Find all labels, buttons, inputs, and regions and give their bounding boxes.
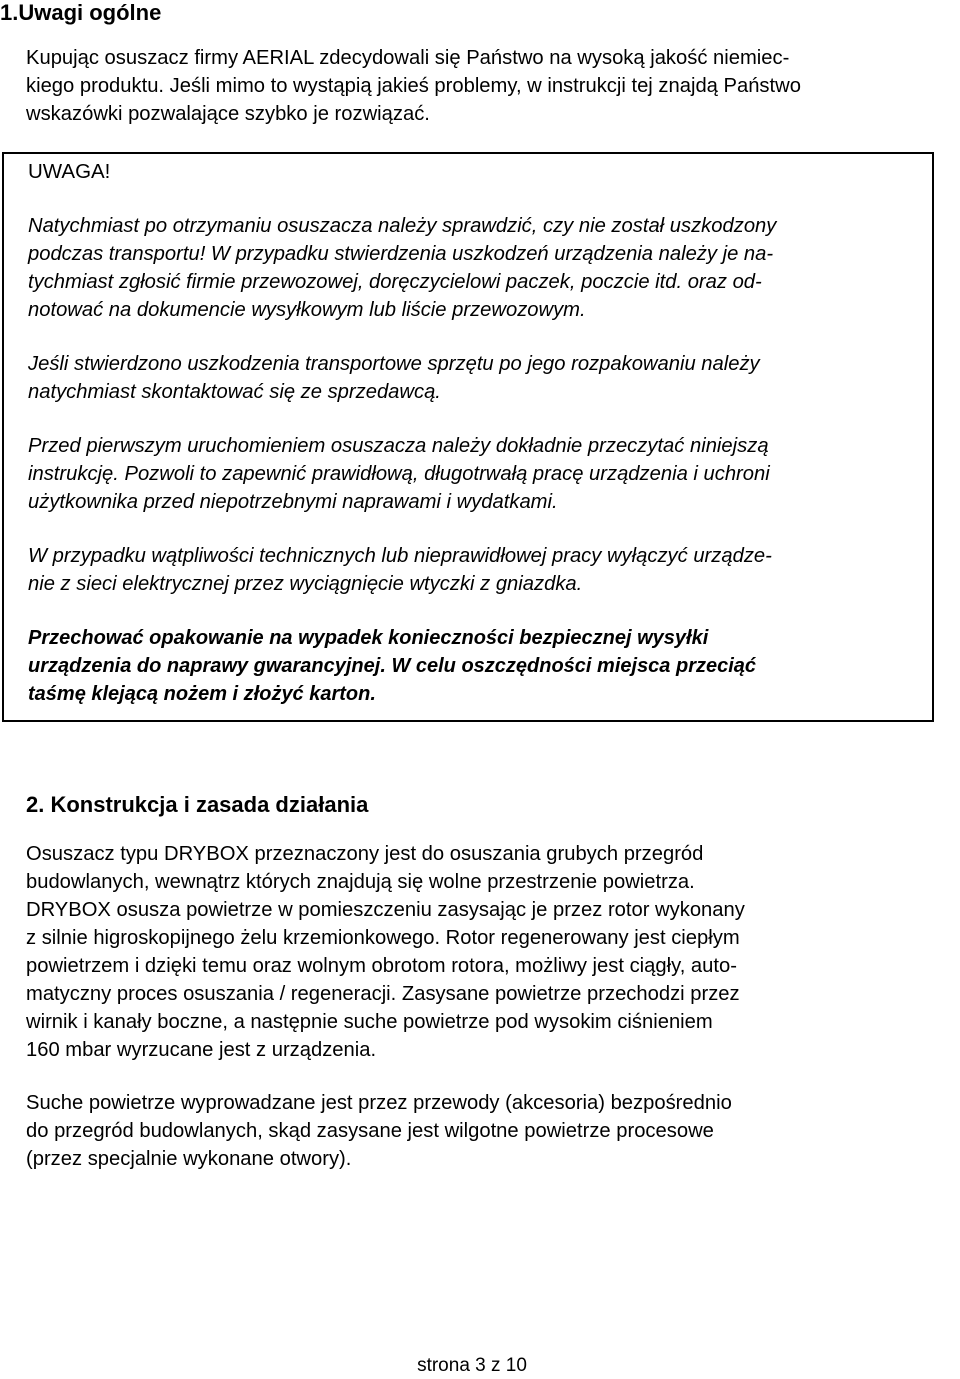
section-2-title: 2. Konstrukcja i zasada działania [26, 792, 369, 817]
text-line: wirnik i kanały boczne, a następnie suche powietrze pod wysokim ciśnieniem [26, 1011, 713, 1033]
text-line: Kupując osuszacz firmy AERIAL zdecydowali się Państwo na wysoką jakość niemiec- [26, 47, 790, 69]
text-line: matyczny proces osuszania / regeneracji. Zasysane powietrze przechodzi przez [26, 983, 740, 1005]
text-line: natychmiast skontaktować się ze sprzedawcą. [28, 381, 441, 403]
warning-paragraph-packaging [28, 624, 928, 708]
text-line: wskazówki pozwalające szybko je rozwiązać. [26, 103, 430, 125]
text-line: tychmiast zgłosić firmie przewozowej, doręczycielowi paczek, poczcie itd. oraz od- [28, 271, 762, 293]
text-line: nie z sieci elektrycznej przez wyciągnięcie wtyczki z gniazdka. [28, 573, 583, 595]
warning-label: UWAGA! [28, 160, 111, 183]
text-line: Jeśli stwierdzono uszkodzenia transportowe sprzętu po jego rozpakowaniu należy [28, 353, 760, 375]
section-1-title: 1.Uwagi ogólne [0, 0, 162, 25]
text-line: z silnie higroskopijnego żelu krzemionkowego. Rotor regenerowany jest ciepłym [26, 927, 740, 949]
text-line: kiego produktu. Jeśli mimo to wystąpią jakieś problemy, w instrukcji tej znajdą Państwo [26, 75, 801, 97]
warning-paragraph-damage [28, 350, 928, 406]
text-line: instrukcję. Pozwoli to zapewnić prawidłową, długotrwałą pracę urządzenia i uchroni [28, 463, 770, 485]
warning-paragraph-technical [28, 542, 928, 598]
air-supply-paragraph [26, 1089, 936, 1173]
intro-paragraph [26, 44, 946, 128]
text-line: W przypadku wątpliwości technicznych lub nieprawidłowej pracy wyłączyć urządze- [28, 545, 772, 567]
warning-paragraph-read-manual [28, 432, 928, 516]
text-line: Natychmiast po otrzymaniu osuszacza należy sprawdzić, czy nie został uszkodzony [28, 215, 777, 237]
text-line: budowlanych, wewnątrz których znajdują się wolne przestrzenie powietrza. [26, 871, 695, 893]
warning-paragraph-transport [28, 212, 928, 324]
text-line: (przez specjalnie wykonane otwory). [26, 1148, 352, 1170]
text-line: użytkownika przed niepotrzebnymi naprawami i wydatkami. [28, 491, 558, 513]
construction-paragraph [26, 840, 936, 1064]
text-line: urządzenia do naprawy gwarancyjnej. W celu oszczędności miejsca przeciąć [28, 655, 757, 677]
text-line: notować na dokumencie wysyłkowym lub liście przewozowym. [28, 299, 586, 321]
text-line: Suche powietrze wyprowadzane jest przez przewody (akcesoria) bezpośrednio [26, 1092, 732, 1114]
text-line: powietrzem i dzięki temu oraz wolnym obrotom rotora, możliwy jest ciągły, auto- [26, 955, 737, 977]
text-line: podczas transportu! W przypadku stwierdzenia uszkodzeń urządzenia należy je na- [28, 243, 774, 265]
text-line: 160 mbar wyrzucane jest z urządzenia. [26, 1039, 377, 1061]
page-number: strona 3 z 10 [417, 1355, 527, 1376]
text-line: Osuszacz typu DRYBOX przeznaczony jest do osuszania grubych przegród [26, 843, 704, 865]
text-line: DRYBOX osusza powietrze w pomieszczeniu zasysając je przez rotor wykonany [26, 899, 745, 921]
text-line: Przed pierwszym uruchomieniem osuszacza należy dokładnie przeczytać niniejszą [28, 435, 769, 457]
warning-box [2, 152, 934, 722]
text-line: do przegród budowlanych, skąd zasysane jest wilgotne powietrze procesowe [26, 1120, 714, 1142]
text-line: taśmę klejącą nożem i złożyć karton. [28, 683, 376, 705]
text-line: Przechować opakowanie na wypadek konieczności bezpiecznej wysyłki [28, 627, 709, 649]
